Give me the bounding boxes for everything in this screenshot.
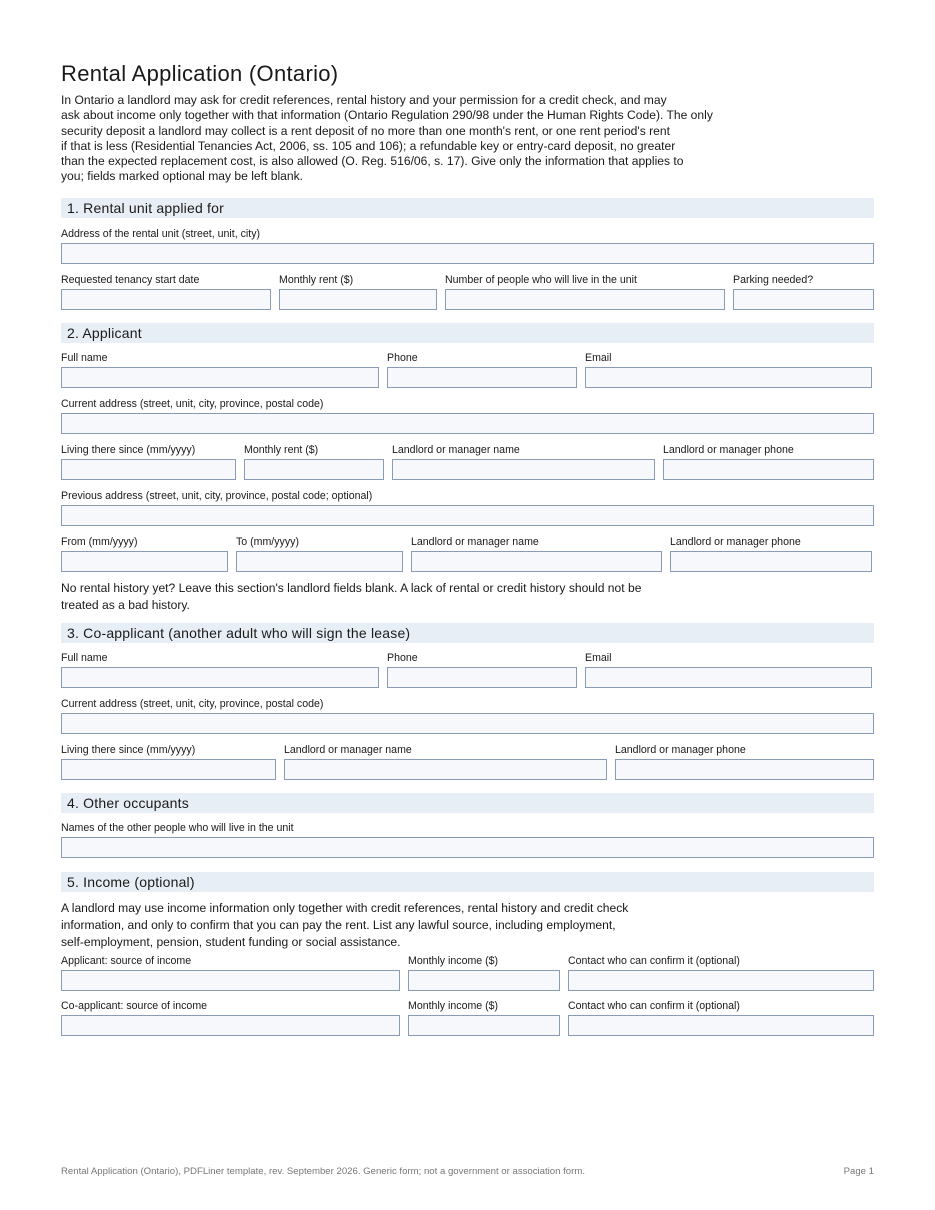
to-date-label: To (mm/yyyy) — [236, 535, 299, 548]
monthly-rent-label: Monthly rent ($) — [279, 273, 354, 286]
note-line: treated as a bad history. — [61, 597, 190, 612]
intro-line: security deposit a landlord may collect is a rent deposit of no more than one month's rent, or one rent period's rent — [61, 123, 670, 138]
form-page — [61, 60, 874, 1036]
coapplicant-income-contact-field[interactable] — [568, 1015, 874, 1036]
landlord-phone-field[interactable] — [663, 459, 874, 480]
applicant-income-source-field[interactable] — [61, 970, 400, 991]
coapplicant-name-field[interactable] — [61, 667, 379, 688]
applicant-email-label: Email — [585, 351, 612, 364]
coapplicant-email-field[interactable] — [585, 667, 872, 688]
page-footer — [61, 1166, 874, 1177]
applicant-address-label: Current address (street, unit, city, province, postal code) — [61, 397, 324, 410]
coapplicant-landlord-name-label: Landlord or manager name — [284, 743, 412, 756]
rental-history-note — [61, 580, 874, 614]
coapplicant-address-label: Current address (street, unit, city, province, postal code) — [61, 697, 324, 710]
from-date-field[interactable] — [61, 551, 228, 572]
intro-line: you; fields marked optional may be left blank. — [61, 169, 304, 184]
footer-text: Rental Application (Ontario), PDFLiner template, rev. September 2026. Generic form; not a government or association form. — [61, 1166, 585, 1177]
coapplicant-monthly-income-field[interactable] — [408, 1015, 560, 1036]
prev-landlord-phone-label: Landlord or manager phone — [670, 535, 801, 548]
num-people-field[interactable] — [445, 289, 725, 310]
intro-line: if that is less (Residential Tenancies Act, 2006, ss. 105 and 106); a refundable key or entry-card deposit, no greater — [61, 138, 676, 153]
applicant-income-contact-label: Contact who can confirm it (optional) — [568, 954, 740, 967]
other-occupants-field[interactable] — [61, 837, 874, 858]
coapplicant-email-label: Email — [585, 651, 612, 664]
applicant-email-field[interactable] — [585, 367, 872, 388]
section-3-heading: 3. Co-applicant (another adult who will sign the lease) — [61, 623, 874, 643]
section-2-heading: 2. Applicant — [61, 323, 874, 343]
intro-line: ask about income only together with that information (Ontario Regulation 290/98 under the Human Rights Code). The only — [61, 108, 713, 123]
living-since-label: Living there since (mm/yyyy) — [61, 443, 196, 456]
note-line: No rental history yet? Leave this section's landlord fields blank. A lack of rental or credit history should not be — [61, 580, 642, 595]
coapplicant-income-source-field[interactable] — [61, 1015, 400, 1036]
coapplicant-living-since-label: Living there since (mm/yyyy) — [61, 743, 196, 756]
section-5-heading: 5. Income (optional) — [61, 872, 874, 892]
other-occupants-label: Names of the other people who will live in the unit — [61, 821, 294, 834]
coapplicant-landlord-name-field[interactable] — [284, 759, 607, 780]
page-number: Page 1 — [843, 1166, 874, 1177]
coapplicant-income-contact-label: Contact who can confirm it (optional) — [568, 999, 740, 1012]
note-line: A landlord may use income information only together with credit references, rental history and credit check — [61, 900, 629, 915]
start-date-label: Requested tenancy start date — [61, 273, 200, 286]
coapplicant-landlord-phone-label: Landlord or manager phone — [615, 743, 746, 756]
prev-landlord-name-field[interactable] — [411, 551, 662, 572]
applicant-phone-field[interactable] — [387, 367, 577, 388]
landlord-name-field[interactable] — [392, 459, 655, 480]
intro-line: than the expected replacement cost, is also allowed (O. Reg. 516/06, s. 17). Give only the information that applies to — [61, 154, 684, 169]
landlord-name-label: Landlord or manager name — [392, 443, 520, 456]
coapplicant-address-field[interactable] — [61, 713, 874, 734]
previous-address-label: Previous address (street, unit, city, province, postal code; optional) — [61, 489, 373, 502]
parking-label: Parking needed? — [733, 273, 814, 286]
applicant-name-field[interactable] — [61, 367, 379, 388]
applicant-phone-label: Phone — [387, 351, 418, 364]
applicant-monthly-income-label: Monthly income ($) — [408, 954, 499, 967]
page-title: Rental Application (Ontario) — [61, 61, 339, 86]
monthly-rent-field[interactable] — [279, 289, 437, 310]
parking-field[interactable] — [733, 289, 874, 310]
coapplicant-phone-label: Phone — [387, 651, 418, 664]
applicant-name-label: Full name — [61, 351, 108, 364]
applicant-address-field[interactable] — [61, 413, 874, 434]
coapplicant-income-source-label: Co-applicant: source of income — [61, 999, 208, 1012]
to-date-field[interactable] — [236, 551, 403, 572]
applicant-rent-field[interactable] — [244, 459, 384, 480]
section-4-heading: 4. Other occupants — [61, 793, 874, 813]
landlord-phone-label: Landlord or manager phone — [663, 443, 794, 456]
intro-text — [61, 93, 781, 185]
section-1-heading: 1. Rental unit applied for — [61, 198, 874, 218]
intro-line: In Ontario a landlord may ask for credit references, rental history and your permission for a credit check, and may — [61, 93, 667, 107]
coapplicant-monthly-income-label: Monthly income ($) — [408, 999, 499, 1012]
living-since-field[interactable] — [61, 459, 236, 480]
applicant-income-contact-field[interactable] — [568, 970, 874, 991]
coapplicant-landlord-phone-field[interactable] — [615, 759, 874, 780]
income-note — [61, 900, 874, 951]
prev-landlord-name-label: Landlord or manager name — [411, 535, 539, 548]
unit-address-field[interactable] — [61, 243, 874, 264]
applicant-monthly-income-field[interactable] — [408, 970, 560, 991]
coapplicant-living-since-field[interactable] — [61, 759, 276, 780]
applicant-income-source-label: Applicant: source of income — [61, 954, 192, 967]
unit-address-label: Address of the rental unit (street, unit, city) — [61, 227, 261, 240]
coapplicant-phone-field[interactable] — [387, 667, 577, 688]
from-date-label: From (mm/yyyy) — [61, 535, 138, 548]
applicant-rent-label: Monthly rent ($) — [244, 443, 319, 456]
note-line: information, and only to confirm that you can pay the rent. List any lawful source, including employment, — [61, 917, 616, 932]
note-line: self-employment, pension, student funding or social assistance. — [61, 934, 401, 949]
prev-landlord-phone-field[interactable] — [670, 551, 872, 572]
start-date-field[interactable] — [61, 289, 271, 310]
previous-address-field[interactable] — [61, 505, 874, 526]
coapplicant-name-label: Full name — [61, 651, 108, 664]
num-people-label: Number of people who will live in the unit — [445, 273, 637, 286]
